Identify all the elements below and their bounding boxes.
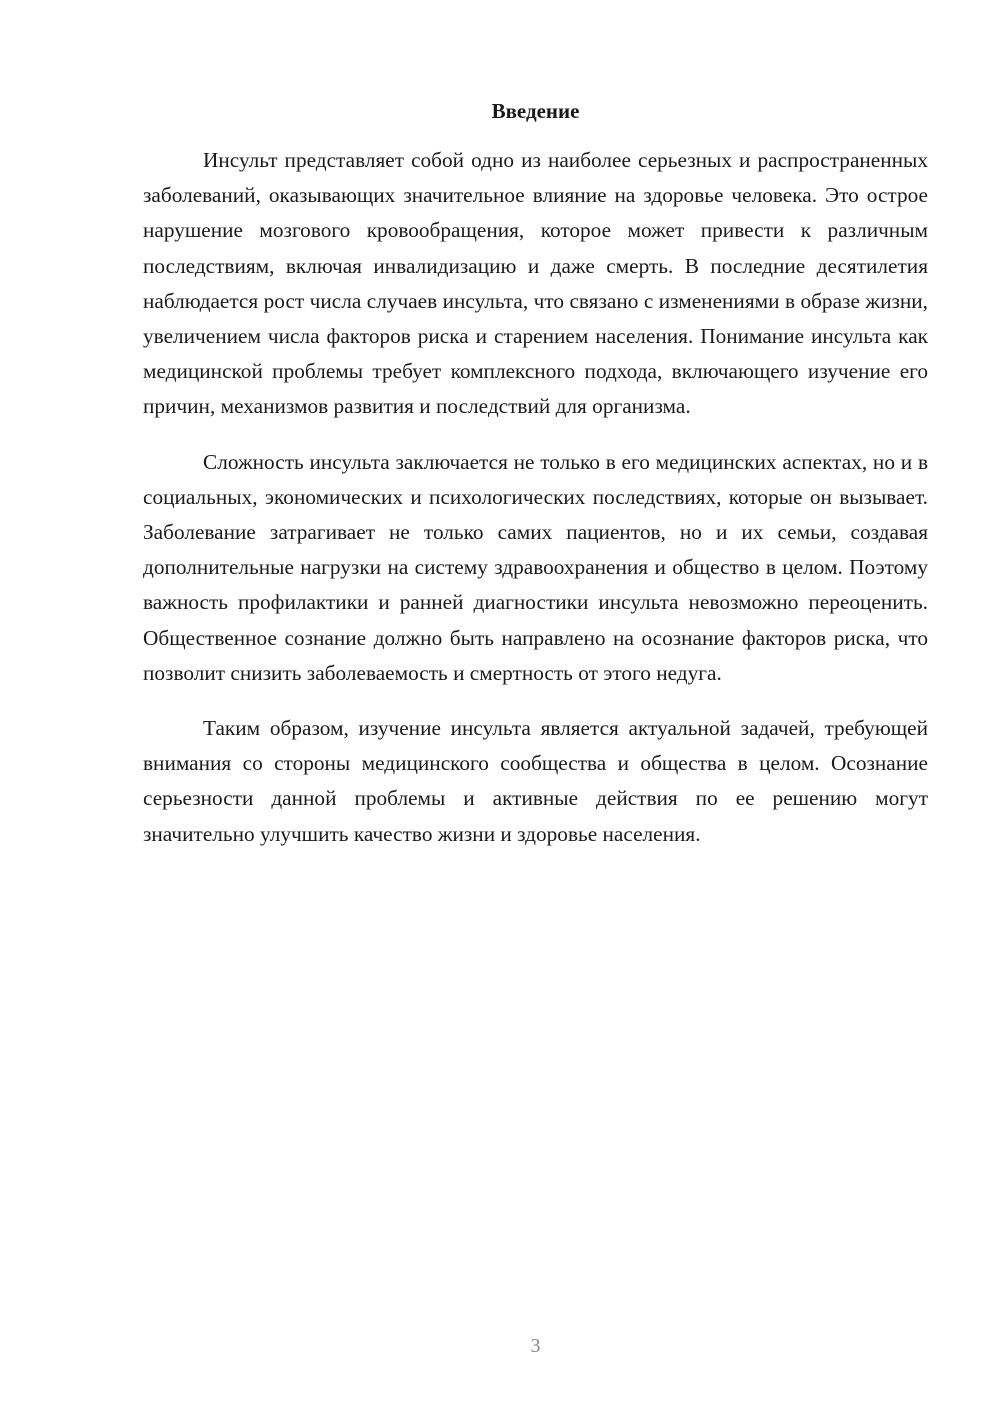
paragraph-1: Инсульт представляет собой одно из наиболее серьезных и распространенных заболеваний, оказывающих значительное влияние на здоровье человека. Это острое нарушение мозгового кровообращения, которое может привести к различным последствиям, включая инвалидизацию и даже смерть. В последние десятилетия наблюдается рост числа случаев инсульта, что связано с изменениями в образе жизни, увеличением числа факторов риска и старением населения. Понимание инсульта как медицинской проблемы требует комплексного подхода, включающего изучение его причин, механизмов развития и последствий для организма.: [143, 148, 928, 419]
paragraph-3: Таким образом, изучение инсульта является актуальной задачей, требующей внимания со стороны медицинского сообщества и общества в целом. Осознание серьезности данной проблемы и активные действия по ее решению могут значительно улучшить качество жизни и здоровье населения.: [143, 716, 928, 846]
page-number: 3: [530, 1335, 541, 1357]
section-heading: Введение: [491, 99, 580, 123]
body-text: [143, 143, 928, 872]
paragraph-2: Сложность инсульта заключается не только в его медицинских аспектах, но и в социальных, экономических и психологических последствиях, которые он вызывает. Заболевание затрагивает не только самих пациентов, но и их семьи, создавая дополнительные нагрузки на систему здравоохранения и общество в целом. Поэтому важность профилактики и ранней диагностики инсульта невозможно переоценить. Общественное сознание должно быть направлено на осознание факторов риска, что позволит снизить заболеваемость и смертность от этого недуга.: [143, 449, 928, 685]
